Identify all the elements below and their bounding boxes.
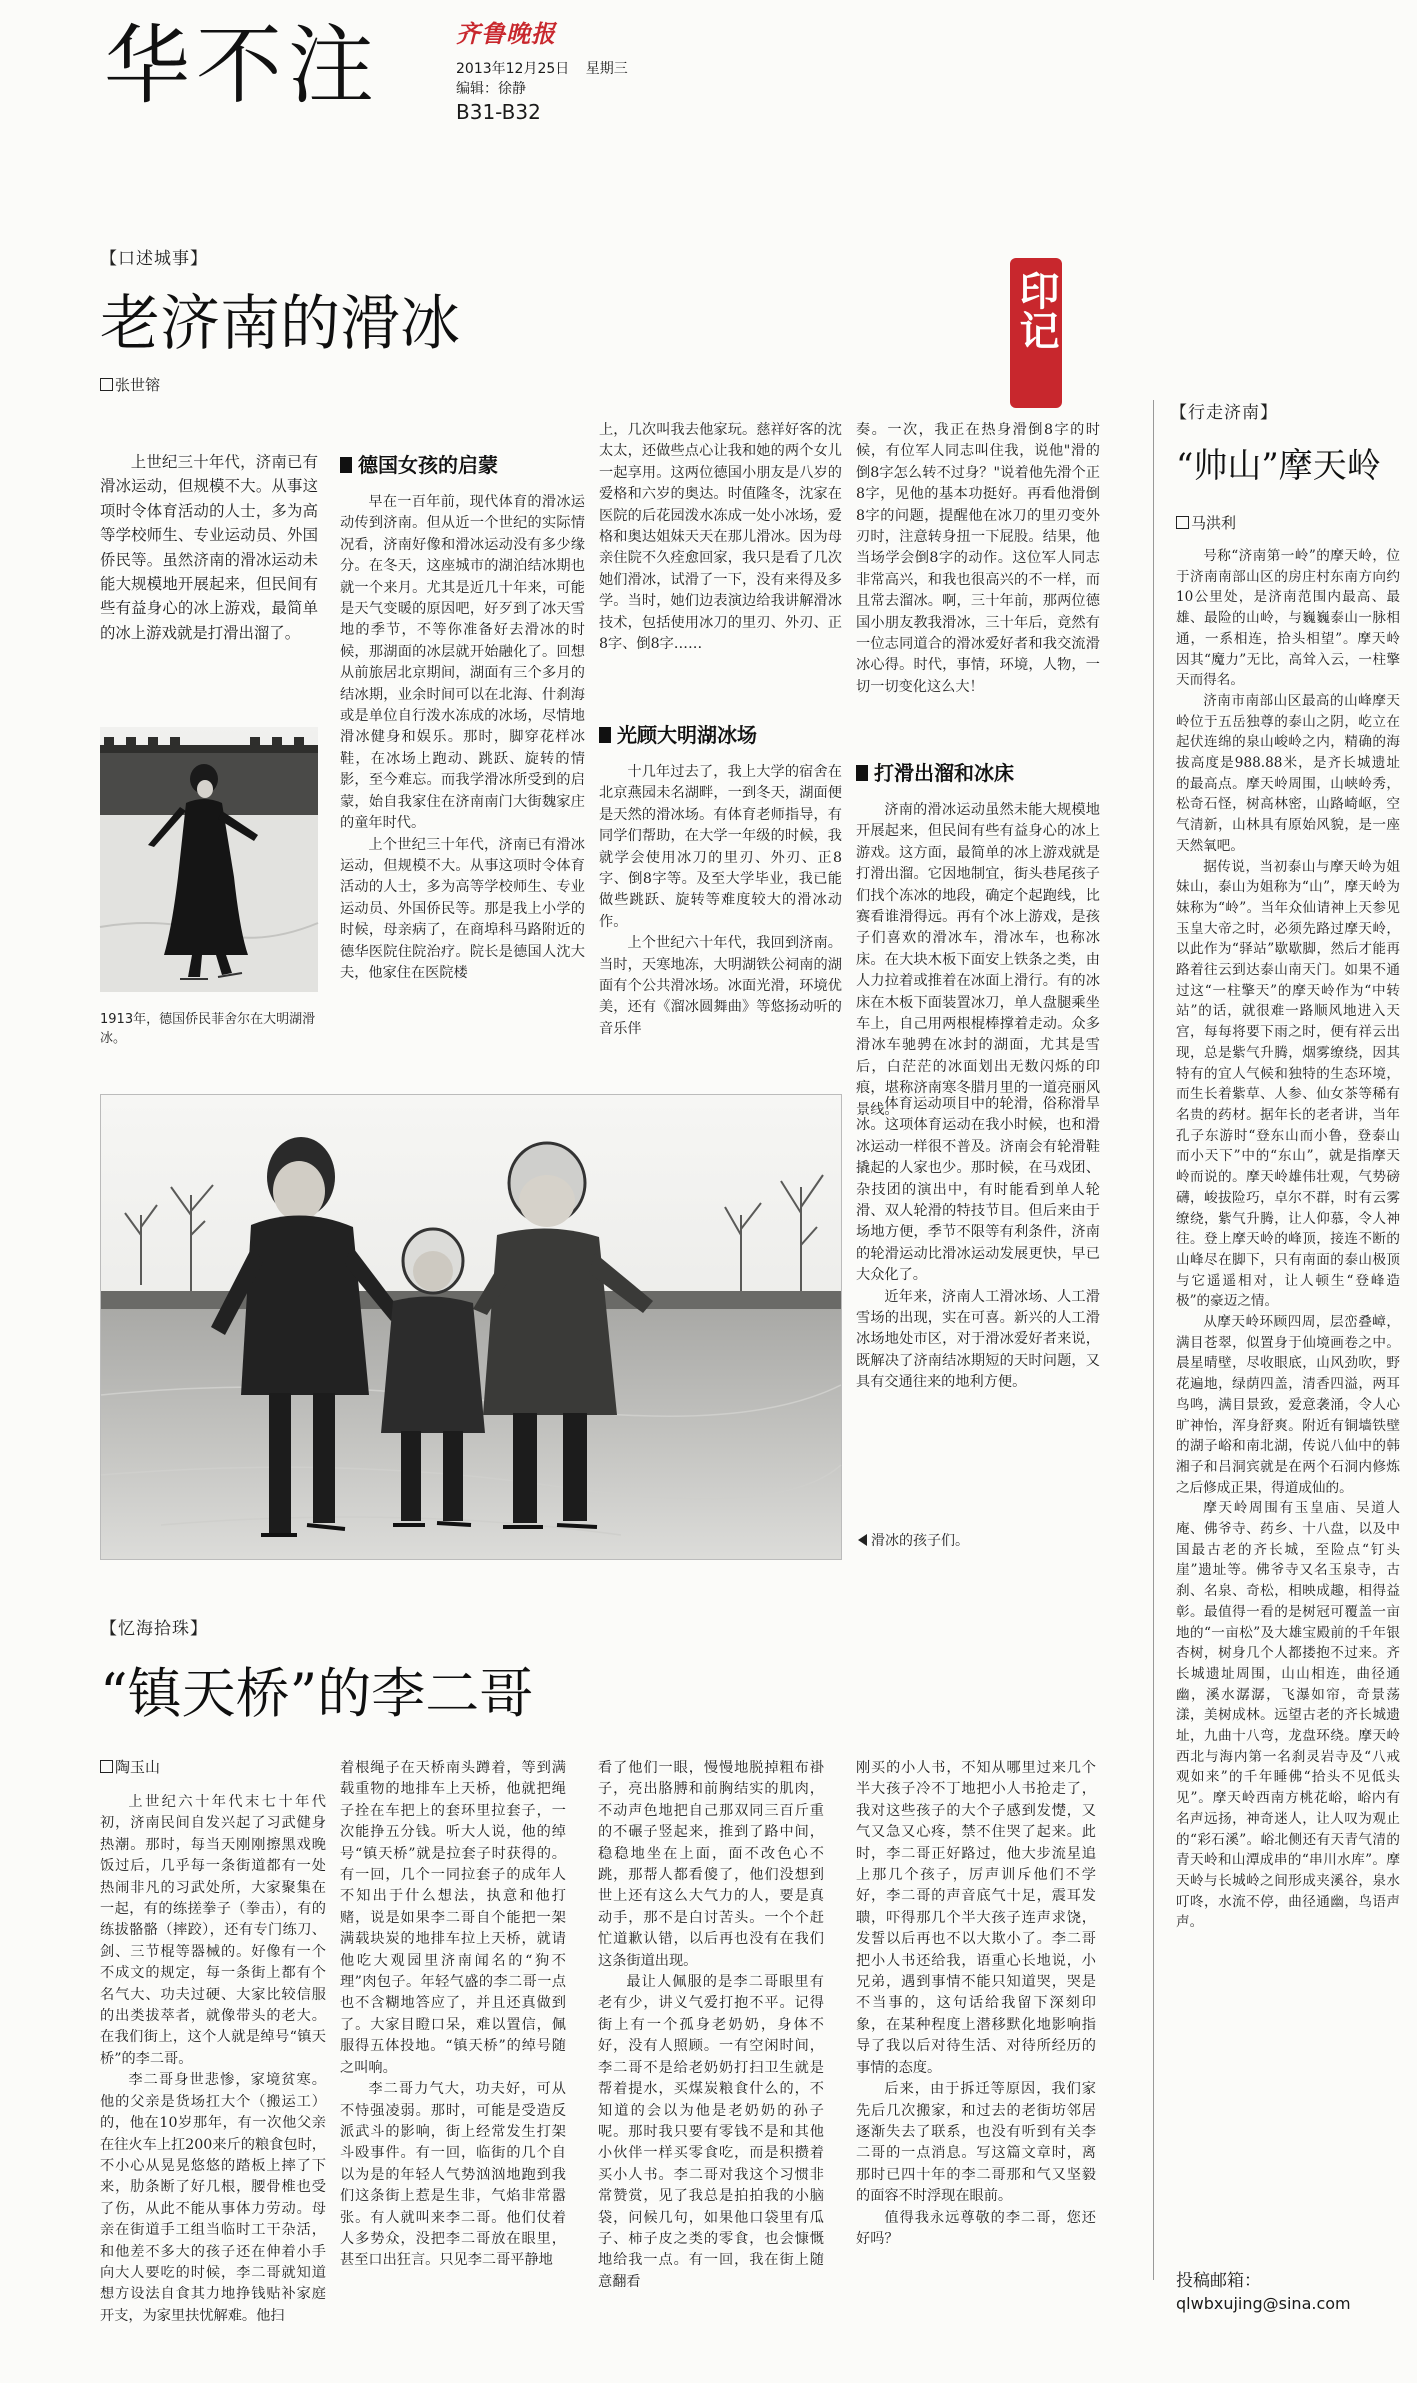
- article2-byline: [1176, 512, 1236, 533]
- children-photo-caption-line: [858, 1532, 969, 1551]
- article1-title: 老济南的滑冰: [100, 289, 460, 359]
- article1-col2: [340, 492, 585, 1092]
- publish-date-line: [456, 60, 628, 78]
- article3-col4: [856, 1758, 1096, 2352]
- paragraph: 济南市南部山区最高的山峰摩天岭位于五岳独尊的泰山之阴，屹立在起伏连绵的泉山峻岭之内，精确的海拔高度是988.88米，是齐长城遗址的最高点。摩天岭周围，山峡岭秀，松奇石怪，树高林密，山路崎岖，空气清新，山林具有原始风貌，是一座天然氧吧。: [1176, 692, 1400, 854]
- paragraph: 从摩天岭环顾四周，层峦叠嶂，满目苍翠，似置身于仙境画卷之中。晨星晴壁，尽收眼底，山风劲吹，野花遍地，绿荫四盖，清香四溢，两耳鸟鸣，满目景致，爱意袭涌，令人心旷神怡，浑身舒爽。附近有铜墙铁壁的湖子峪和南北湖，传说八仙中的韩湘子和吕洞宾就是在两个石洞内修炼之后修成正果，得道成仙的。: [1176, 1314, 1400, 1496]
- subheading-square-icon: [856, 765, 868, 781]
- article1-tag: 【口述城事】: [100, 249, 208, 269]
- skater-photo-caption: 1913年，德国侨民菲舍尔在大明湖滑冰。: [100, 1012, 316, 1046]
- seal-stamp: [1010, 258, 1062, 408]
- article3-col2: [340, 1758, 566, 2352]
- article1-lead: [100, 450, 318, 722]
- subheading-daming-lake-text: 光顾大明湖冰场: [617, 723, 757, 747]
- byline-box-icon: [100, 378, 113, 391]
- publish-weekday: 星期三: [585, 61, 628, 77]
- paragraph: 刚买的小人书，不知从哪里过来几个半大孩子冷不丁地把小人书抢走了，我对这些孩子的大个子感到发憷，又气又急又心疼，禁不住哭了起来。此时，李二哥正好路过，他大步流星追上那几个孩子，厉声训斥他们不学好，李二哥的声音底气十足，震耳发聩，吓得那几个半大孩子连声求饶，发誓以后再也不以大欺小了。李二哥把小人书还给我，语重心长地说，小兄弟，遇到事情不能只知道哭，哭是不当事的，这句话给我留下深刻印象，在某种程度上潜移默化地影响指导了我以后对待生活、对待所经历的事情的态度。: [856, 1760, 1096, 2076]
- paragraph: 早在一百年前，现代体育的滑冰运动传到济南。但从近一个世纪的实际情况看，济南好像和滑冰运动没有多少缘分。在冬天，这座城市的湖泊结冰期也就一个来月。尤其是近几十年来，可能是天气变暖的原因吧，好歹到了冰天雪地的季节，不等你准备好去滑冰的时候，那湖面的冰层就开始融化了。回想从前旅居北京期间，湖面有三个多月的结冰期，业余时间可以在北海、什刹海或是单位自行泼水冻成的冰场，尽情地滑冰健身和娱乐。那时，脚穿花样冰鞋，在冰场上跑动、跳跃、旋转的情影，至今难忘。而我学滑冰所受到的启蒙，始自我家住在济南南门大街魏家庄的童年时代。: [340, 494, 585, 832]
- children-skating-photo: [100, 1094, 842, 1560]
- paragraph: 十几年过去了，我上大学的宿舍在北京燕园未名湖畔，一到冬天，湖面便是天然的滑冰场。有体育老师指导，有同学们帮助，在大学一年级的时候，我就学会使用冰刀的里刃、外刃、正8字、倒8字等。及至大学毕业，我已能做些跳跃、旋转等难度较大的滑冰动作。: [599, 764, 842, 930]
- newspaper-logo: 齐鲁晚报: [456, 19, 556, 48]
- article1-author: 张世镕: [115, 376, 161, 394]
- article1-byline: [100, 374, 160, 395]
- paragraph: 上世纪六十年代末七十年代初，济南民间自发兴起了习武健身热潮。那时，每当天刚刚擦黑戏晚饭过后，几乎每一条街道都有一处热闹非凡的习武处所，大家聚集在一起，有的练搓拳子（拳击），有的练拔骼骼（摔跤），还有专门练刀、剑、三节棍等器械的。好像有一个不成文的规定，每一条街上都有个名气大、功夫过硬、大家比较信服的出类拔萃者，就像带头的老大。在我们街上，这个人就是绰号“镇天桥”的李二哥。: [100, 1794, 326, 2067]
- subheading-sliding-text: 打滑出溜和冰床: [874, 761, 1014, 785]
- paragraph: 最让人佩服的是李二哥眼里有老有少，讲义气爱打抱不平。记得街上有一个孤身老奶奶，身体不好，没有人照顾。一有空闲时间，李二哥不是给老奶奶打扫卫生就是帮着提水，买煤炭粮食什么的，不知道的会以为他是老奶奶的孙子呢。那时我只要有零钱不是和其他小伙伴一样买零食吃，而是积攒着买小人书。李二哥对我这个习惯非常赞赏，见了我总是拍拍我的小脑袋，问候几句，如果他口袋里有瓜子、柿子皮之类的零食，也会慷慨地给我一点。有一回，我在街上随意翻看: [598, 1974, 824, 2290]
- byline-box-icon: [100, 1760, 113, 1773]
- skater-photo-1913: [100, 727, 318, 992]
- seal-text: 印记: [1013, 270, 1060, 350]
- article2-body: [1176, 546, 1400, 2196]
- publish-date: 2013年12月25日: [456, 61, 570, 77]
- article3-col3: [598, 1758, 824, 2352]
- article1-col4b: [856, 800, 1100, 1118]
- paragraph: 着根绳子在天桥南头蹲着，等到满载重物的地排车上天桥，他就把绳子拴在车把上的套环里拉套子，一次能挣五分钱。听大人说，他的绰号“镇天桥”就是拉套子时获得的。有一回，几个一同拉套子的成年人不知出于什么想法，执意和他打赌，说是如果李二哥自个能把一架满载块炭的地排车拉上天桥，就请他吃大观园里济南闻名的“狗不理”肉包子。年轻气盛的李二哥一点也不含糊地答应了，并且还真做到了。大家目瞪口呆，难以置信，佩服得五体投地。“镇天桥”的绰号随之叫响。: [340, 1760, 566, 2076]
- contact-email[interactable]: qlwbxujing@sina.com: [1176, 2294, 1351, 2313]
- article3-title: “镇天桥”的李二哥: [100, 1662, 534, 1725]
- subheading-square-icon: [599, 727, 611, 743]
- paragraph: 后来，由于拆迁等原因，我们家先后几次搬家，和过去的老街坊邻居逐渐失去了联系，也没有听到有关李二哥的一点消息。写这篇文章时，离那时已四十年的李二哥那和气又坚毅的面容不时浮现在眼前。: [856, 2081, 1096, 2205]
- article1-col3a: [599, 420, 842, 714]
- article1-col3b: [599, 762, 842, 1092]
- paragraph: 李二哥力气大，功夫好，可从不恃强凌弱。那时，可能是受造反派武斗的影响，街上经常发生打架斗殴事件。有一回，临街的几个自以为是的年轻人气势汹汹地跑到我们这条街上惹是生非，气焰非常嚣张。有人就叫来李二哥。他们仗着人多势众，没把李二哥放在眼里，甚至口出狂言。只见李二哥平静地: [340, 2081, 566, 2269]
- children-photo-caption: 滑冰的孩子们。: [871, 1533, 969, 1549]
- article3-col1: [100, 1792, 326, 2352]
- article3-author: 陶玉山: [115, 1758, 161, 1776]
- paragraph: 李二哥身世悲惨，家境贫寒。他的父亲是货场扛大个（搬运工）的，他在10岁那年，有一次他父亲在往火车上扛200来斤的粮食包时，不小心从晃晃悠悠的踏板上摔了下来，肋条断了好几根，腰骨椎也受了伤，从此不能从事体力劳动。母亲在街道手工组当临时工干杂活，和他差不多大的孩子还在伸着小手向大人要吃的时候，李二哥就知道想方设法自食其力地挣钱贴补家庭开支，为家里扶忧解难。他扫: [100, 2072, 326, 2324]
- subheading-sliding: [856, 760, 1014, 786]
- paragraph: 上个世纪六十年代，我回到济南。当时，天寒地冻，大明湖铁公祠南的湖面有个公共滑冰场。冰面光滑，环境优美，还有《溜冰圆舞曲》等悠扬动听的音乐伴: [599, 935, 842, 1037]
- article3-tag: 【忆海拾珠】: [100, 1619, 208, 1639]
- editor-credit: 编辑：徐静: [456, 81, 526, 97]
- page-range: B31-B32: [456, 100, 541, 124]
- paragraph: 看了他们一眼，慢慢地脱掉粗布褂子，亮出胳膊和前胸结实的肌肉，不动声色地把自己那双同三百斤重的不碾子竖起来，推到了路中间，稳稳地坐在上面，面不改色心不跳，那帮人都看傻了，他们没想到世上还有这么大气力的人，要是真动手，那不是白讨苦头。一个个赶忙道歉认错，以后再也没有在我们这条街道出现。: [598, 1760, 824, 1969]
- article3-byline: [100, 1756, 160, 1777]
- paragraph: 上，几次叫我去他家玩。慈祥好客的沈太太，还做些点心让我和她的两个女儿一起享用。这两位德国小朋友是八岁的爱格和六岁的奥达。时值隆冬，沈家在医院的后花园泼水冻成一处小冰场，爱格和奥达姐妹天天在那儿滑冰。因为母亲住院不久痊愈回家，我只是看了几次她们滑冰，试滑了一下，没有来得及多学。当时，她们边表演边给我讲解滑冰技术，包括使用冰刀的里刃、外刃、正8字、倒8字……: [599, 422, 842, 653]
- paragraph: 号称“济南第一岭”的摩天岭，位于济南南部山区的房庄村东南方向约10公里处，是济南范围内最高、最雄、最险的山岭，与巍巍泰山一脉相通，一系相连，拾头相望”。摩天岭因其“魔力”无比，高耸入云，一柱擎天而得名。: [1176, 548, 1400, 689]
- lead-text: 上世纪三十年代，济南已有滑冰运动，但规模不大。从事这项时令体育活动的人士，多为高等学校师生、专业运动员、外国侨民等。虽然济南的滑冰运动未能大规模地开展起来，但民间有些有益身心的冰上游戏，最简单的冰上游戏就是打滑出溜了。: [100, 453, 318, 642]
- article2-author: 马洪利: [1191, 514, 1237, 532]
- paragraph: 摩天岭周围有玉皇庙、吴道人庵、佛爷寺、药乡、十八盘，以及中国最古老的齐长城，至险点“钉头崖”遗址等。佛爷寺又名玉泉寺，古刹、名泉、奇松，相映成趣，相得益彰。最值得一看的是树冠可覆盖一亩地的“一亩松”及大雄宝殿前的千年银杏树，树身几个人都搂抱不过来。齐长城遗址周围，山山相连，曲径通幽，溪水潺潺，飞瀑如帘，奇景荡漾，美树成林。远望古老的齐长城遗址，九曲十八弯，龙盘环绕。摩天岭西北与海内第一名刹灵岩寺及“八戒观如来”的千年睡佛“拾头不见低头见”。摩天岭西南方桃花峪，峪内有名声远扬，神奇迷人，让人叹为观止的“彩石溪”。峪北侧还有天青气清的青天岭和山潭成串的“串川水库”。摩天岭与长城岭之间形成夹溪谷，泉水叮咚，水流不停，曲径通幽，鸟语声声。: [1176, 1500, 1400, 1931]
- subheading-daming-lake: [599, 722, 757, 748]
- section-title: 华不注: [104, 16, 380, 116]
- paragraph: 奏。一次，我正在热身滑倒8字的时候，有位军人同志叫住我，说他"滑的倒8字怎么转不过身？"说着他先滑个正8字，见他的基本功挺好。再看他滑倒8字的问题，提醒他在冰刀的里刃变外刃时，注意转身扭一下屁股。结果，他当场学会倒8字的动作。这位军人同志非常高兴，和我也很高兴的不一样，而且常去溜冰。啊，三十年前，那两位德国小朋友教我滑冰，三十年后，竟然有一位志同道合的滑冰爱好者和我交流滑冰心得。时代，事情，环境，人物，一切一切变化这么大！: [856, 422, 1100, 695]
- paragraph: 近年来，济南人工滑冰场、人工滑雪场的出现，实在可喜。新兴的人工滑冰场地处市区，对于滑冰爱好者来说，既解决了济南结冰期短的天时问题，又具有交通往来的地利方便。: [856, 1288, 1100, 1391]
- right-column-rule: [1153, 400, 1154, 2280]
- caption-arrow-icon: [858, 1534, 867, 1546]
- article2-tag: 【行走济南】: [1170, 403, 1278, 423]
- paragraph: 上个世纪三十年代，济南已有滑冰运动，但规模不大。从事这项时令体育活动的人士，多为高等学校师生、专业运动员、外国侨民等。那是我上小学的时候，母亲病了，在商埠科马路附近的德华医院住院治疗。院长是德国人沈大夫，他家住在医院楼: [340, 836, 585, 981]
- mailbox-label: 投稿邮箱：: [1176, 2271, 1261, 2291]
- subheading-square-icon: [340, 457, 352, 473]
- paragraph: 体育运动项目中的轮滑，俗称滑旱冰。这项体育运动在我小时候，也和滑冰运动一样很不普及。济南会有轮滑鞋撬起的人家也少。那时候，在马戏团、杂技团的演出中，有时能看到单人轮滑、双人轮滑的特技节目。但后来由于场地方便，季节不限等有利条件，济南的轮滑运动比滑冰运动发展更快，早已大众化了。: [856, 1096, 1100, 1284]
- article2-title: “帅山”摩天岭: [1176, 446, 1381, 486]
- byline-box-icon: [1176, 516, 1189, 529]
- article1-col4c: [856, 1094, 1100, 1526]
- paragraph: 据传说，当初泰山与摩天岭为姐妹山，泰山为姐称为“山”，摩天岭为妹称为“岭”。当年众仙请神上天参见玉皇大帝之时，必须先路过摩天岭，以此作为“驿站”歇歇脚，然后才能再路着往云到达泰山南天门。如果不通过这“一柱擎天”的摩天岭作为“中转站”的话，就很难一路顺风地进入天宫，每每将要下雨之时，便有祥云出现，总是紫气升腾，烟雾缭绕，因其特有的宜人气候和独特的生态环境，而生长着紫草、人参、仙女茶等稀有名贵的药材。据年长的老者讲，当年孔子东游时“登东山而小鲁，登泰山而小天下”中的“东山”，就是指摩天岭而说的。摩天岭雄伟壮观，气势磅礴，峻拔险巧，卓尔不群，时有云雾缭绕，紫气升腾，让人仰慕，令人神往。登上摩天岭的峰顶，接连不断的山峰尽在脚下，只有南面的泰山极顶与它遥遥相对，让人顿生“登峰造极”的豪迈之情。: [1176, 858, 1400, 1310]
- children-skating-illustration: [101, 1095, 841, 1559]
- paragraph: 值得我永远尊敬的李二哥，您还好吗？: [856, 2209, 1096, 2247]
- skater-illustration: [100, 727, 318, 992]
- article1-col4a: [856, 420, 1100, 746]
- subheading-german-girls: [340, 452, 498, 478]
- paragraph: 济南的滑冰运动虽然未能大规模地开展起来，但民间有些有益身心的冰上游戏。这方面，最简单的冰上游戏就是打滑出溜。它因地制宜，街头巷尾孩子们找个冻冰的地段，确定个起跑线，比赛看谁滑得远。再有个冰上游戏，是孩子们喜欢的滑冰车，滑冰车，也称冰床。在大块木板下面安上铁条之类，由人力拉着或推着在冰面上滑行。有的冰床在木板下面装置冰刀，单人盘腿乘坐车上，自己用两根棍棒撑着走动。众多滑冰车驰骋在冰封的湖面，尤其是雪后，白茫茫的冰面划出无数闪烁的印痕，堪称济南寒冬腊月里的一道亮丽风景线。: [856, 802, 1100, 1118]
- subheading-german-girls-text: 德国女孩的启蒙: [358, 453, 498, 477]
